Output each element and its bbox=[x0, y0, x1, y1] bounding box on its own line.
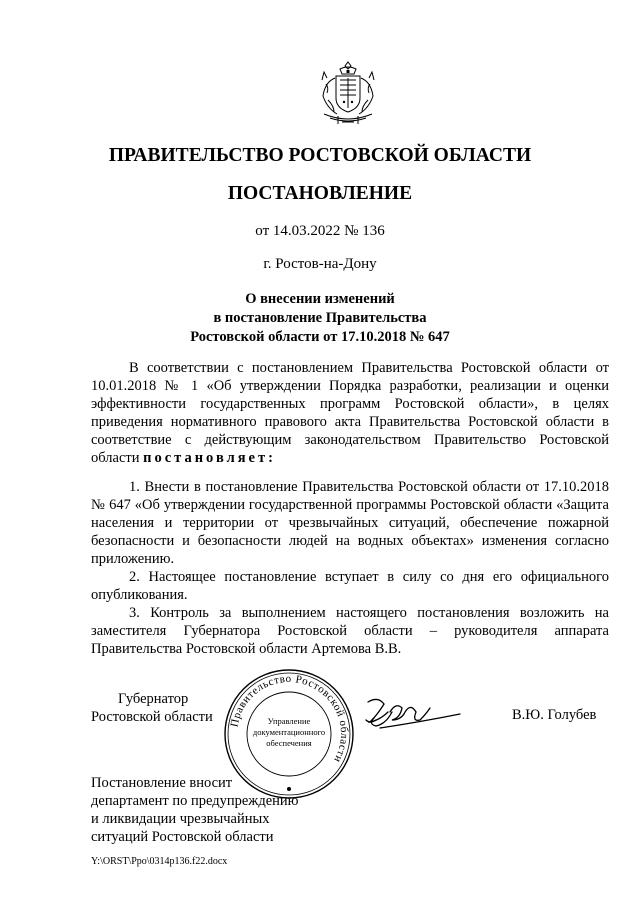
submitter-line: департамент по предупреждению bbox=[91, 793, 299, 809]
svg-text:Управление: Управление bbox=[267, 716, 311, 726]
signatory-position bbox=[91, 690, 213, 726]
organization-title: ПРАВИТЕЛЬСТВО РОСТОВСКОЙ ОБЛАСТИ bbox=[108, 145, 532, 166]
document-type-title: ПОСТАНОВЛЕНИЕ bbox=[227, 183, 413, 204]
svg-text:документационного: документационного bbox=[252, 727, 326, 737]
document-date-number: от 14.03.2022 № 136 bbox=[255, 223, 385, 239]
signatory-name: В.Ю. Голубев bbox=[512, 707, 597, 723]
decree-item: 3. Контроль за выполнением настоящего постановления возложить на заместителя Губернатора Ростовской области – руководителя аппарата Правительства Ростовской области Артемова В.В. bbox=[91, 605, 609, 657]
submitter-note bbox=[91, 774, 299, 846]
position-line: Ростовской области bbox=[91, 709, 213, 725]
position-line: Губернатор bbox=[118, 691, 189, 707]
decree-word: постановляет: bbox=[143, 450, 276, 466]
subject-line: в постановление Правительства bbox=[213, 310, 427, 326]
preamble-text: В соответствии с постановлением Правительства Ростовской области от 10.01.2018 № 1 «Об утверждении Порядка разработки, реализации и оценки эффективности государственных программ Ростовской области», в целях приведения нормативного правового акта Правительства Ростовской области в соответствие с действующим законодательством Правительство Ростовской области bbox=[91, 360, 609, 466]
decree-items bbox=[91, 478, 609, 658]
subject-line: Ростовской области от 17.10.2018 № 647 bbox=[190, 329, 450, 345]
document-place: г. Ростов-на-Дону bbox=[263, 256, 377, 272]
decree-item: 2. Настоящее постановление вступает в силу со дня его официального опубликования. bbox=[91, 569, 609, 603]
submitter-line: ситуаций Ростовской области bbox=[91, 829, 274, 845]
svg-text:Правительство Ростовской облас: Правительство Ростовской области bbox=[228, 672, 351, 765]
handwritten-signature bbox=[360, 690, 480, 740]
svg-text:обеспечения: обеспечения bbox=[266, 738, 312, 748]
submitter-line: Постановление вносит bbox=[91, 775, 233, 791]
subject-line: О внесении изменений bbox=[245, 291, 395, 307]
document-subject bbox=[0, 290, 640, 347]
coat-of-arms-emblem bbox=[318, 60, 378, 126]
file-path-footer: Y:\ORST\Ppo\0314p136.f22.docx bbox=[91, 856, 228, 867]
preamble-paragraph bbox=[91, 359, 609, 467]
submitter-line: и ликвидации чрезвычайных bbox=[91, 811, 270, 827]
decree-item: 1. Внести в постановление Правительства Ростовской области от 17.10.2018 № 647 «Об утверждении государственной программы Ростовской области «Защита населения и территории от чрезвычайных ситуаций, обеспечение пожарной безопасности и безопасности людей на водных объектах» изменения согласно приложению. bbox=[91, 479, 609, 567]
